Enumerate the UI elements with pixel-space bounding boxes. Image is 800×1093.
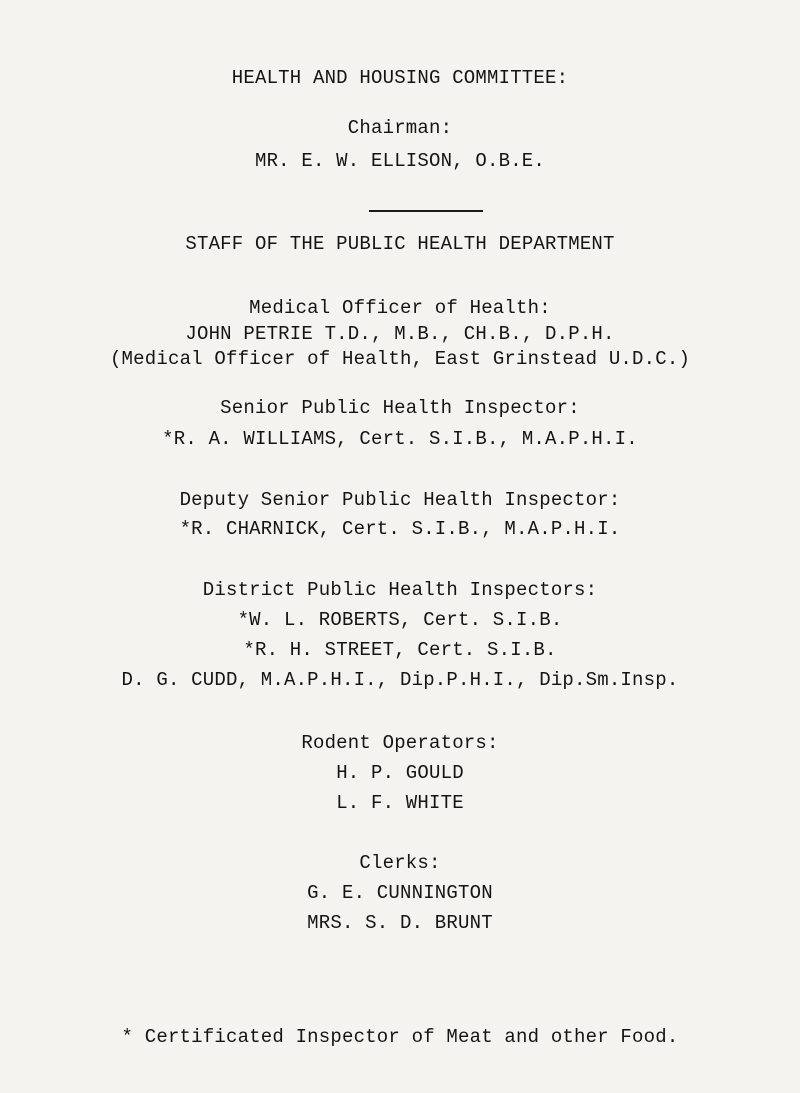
district-inspectors-label: District Public Health Inspectors: bbox=[202, 579, 598, 601]
medical-officer-note: (Medical Officer of Health, East Grinstead U.D.C.) bbox=[109, 348, 691, 370]
deputy-inspector-label: Deputy Senior Public Health Inspector: bbox=[179, 489, 621, 511]
district-inspector-name: *W. L. ROBERTS, Cert. S.I.B. bbox=[237, 609, 563, 631]
footnote: * Certificated Inspector of Meat and other Food. bbox=[121, 1026, 679, 1048]
senior-inspector-label: Senior Public Health Inspector: bbox=[220, 397, 580, 419]
clerk-name: MRS. S. D. BRUNT bbox=[307, 912, 493, 934]
medical-officer-label: Medical Officer of Health: bbox=[249, 297, 551, 319]
senior-inspector-name: *R. A. WILLIAMS, Cert. S.I.B., M.A.P.H.I. bbox=[162, 428, 638, 450]
chairman-label: Chairman: bbox=[347, 117, 453, 139]
section-divider bbox=[369, 210, 483, 212]
medical-officer-name: JOHN PETRIE T.D., M.B., CH.B., D.P.H. bbox=[185, 323, 615, 345]
district-inspector-name: *R. H. STREET, Cert. S.I.B. bbox=[243, 639, 557, 661]
rodent-operators-label: Rodent Operators: bbox=[301, 732, 499, 754]
clerks-label: Clerks: bbox=[359, 852, 441, 874]
staff-heading: STAFF OF THE PUBLIC HEALTH DEPARTMENT bbox=[185, 233, 615, 255]
rodent-operator-name: L. F. WHITE bbox=[336, 792, 464, 814]
district-inspector-name: D. G. CUDD, M.A.P.H.I., Dip.P.H.I., Dip.Sm.Insp. bbox=[121, 669, 679, 691]
committee-title: HEALTH AND HOUSING COMMITTEE: bbox=[231, 67, 569, 89]
rodent-operator-name: H. P. GOULD bbox=[336, 762, 464, 784]
clerk-name: G. E. CUNNINGTON bbox=[307, 882, 493, 904]
deputy-inspector-name: *R. CHARNICK, Cert. S.I.B., M.A.P.H.I. bbox=[179, 518, 621, 540]
chairman-name: MR. E. W. ELLISON, O.B.E. bbox=[254, 150, 546, 172]
